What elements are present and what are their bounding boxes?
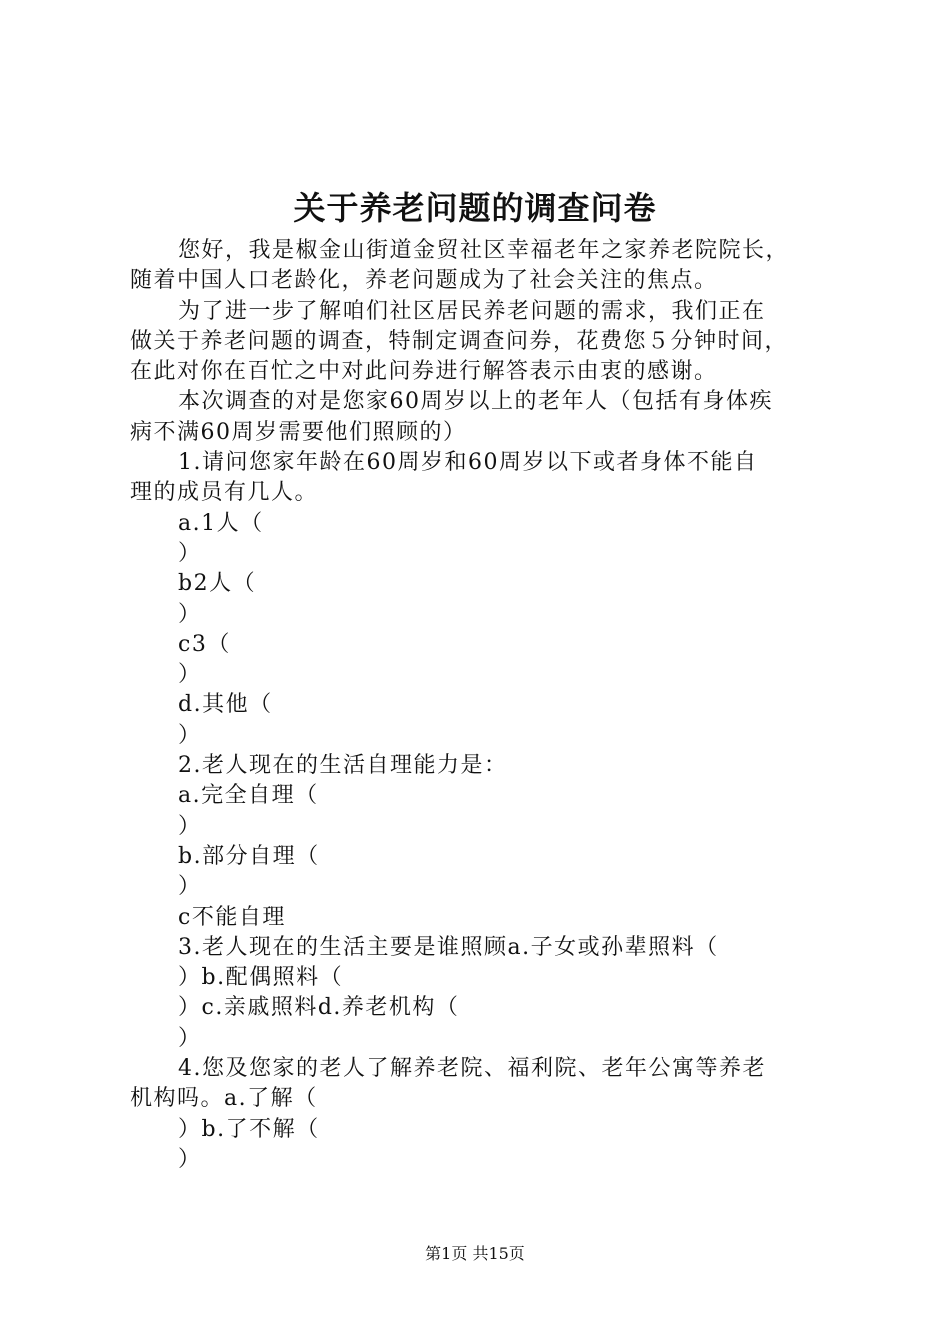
document-body: [130, 236, 830, 1175]
option-line: ）: [178, 601, 202, 627]
option-line: ）: [178, 722, 202, 748]
paragraph-line: 为了进一步了解咱们社区居民养老问题的需求，我们正在: [178, 298, 766, 324]
option-line: ）: [178, 1025, 202, 1051]
question-line: 1.请问您家年龄在60周岁和60周岁以下或者身体不能自: [178, 450, 758, 476]
paragraph-line: 做关于养老问题的调查，特制定调查问券，花费您５分钟时间，: [130, 328, 789, 354]
option-line: b2人（: [178, 571, 257, 597]
document-title: 关于养老问题的调查问卷: [293, 189, 657, 227]
page-number: 第1页 共15页: [425, 1244, 525, 1263]
paragraph-line: 随着中国人口老龄化，养老问题成为了社会关注的焦点。: [130, 268, 718, 294]
option-line: ）: [178, 813, 202, 839]
option-line: c3（: [178, 631, 231, 657]
option-line: b.部分自理（: [178, 843, 320, 869]
option-line: ）c.亲戚照料d.养老机构（: [178, 995, 460, 1021]
option-line: ）b.了不解（: [178, 1116, 320, 1142]
option-line: ）: [178, 662, 202, 688]
paragraph-line: 您好，我是椒金山街道金贸社区幸福老年之家养老院院长，: [178, 238, 790, 263]
paragraph-line: 本次调查的对是您家60周岁以上的老年人（包括有身体疾: [178, 389, 773, 415]
option-line: c不能自理: [178, 904, 286, 930]
question-line: 机构吗。a.了解（: [130, 1086, 318, 1112]
option-line: a.1人（: [178, 510, 264, 536]
question-line: 理的成员有几人。: [130, 480, 319, 506]
paragraph-line: 在此对你在百忙之中对此问券进行解答表示由衷的感谢。: [130, 359, 718, 385]
option-line: ）: [178, 540, 202, 566]
paragraph-line: 病不满60周岁需要他们照顾的）: [130, 419, 467, 445]
question-line: 2.老人现在的生活自理能力是：: [178, 753, 508, 779]
question-line: 4.您及您家的老人了解养老院、福利院、老年公寓等养老: [178, 1056, 766, 1082]
option-line: ）: [178, 874, 202, 900]
option-line: ）b.配偶照料（: [178, 965, 344, 991]
option-line: d.其他（: [178, 692, 273, 718]
option-line: ）: [178, 1146, 202, 1172]
question-line: 3.老人现在的生活主要是谁照顾a.子女或孙辈照料（: [178, 934, 719, 960]
option-line: a.完全自理（: [178, 783, 319, 809]
